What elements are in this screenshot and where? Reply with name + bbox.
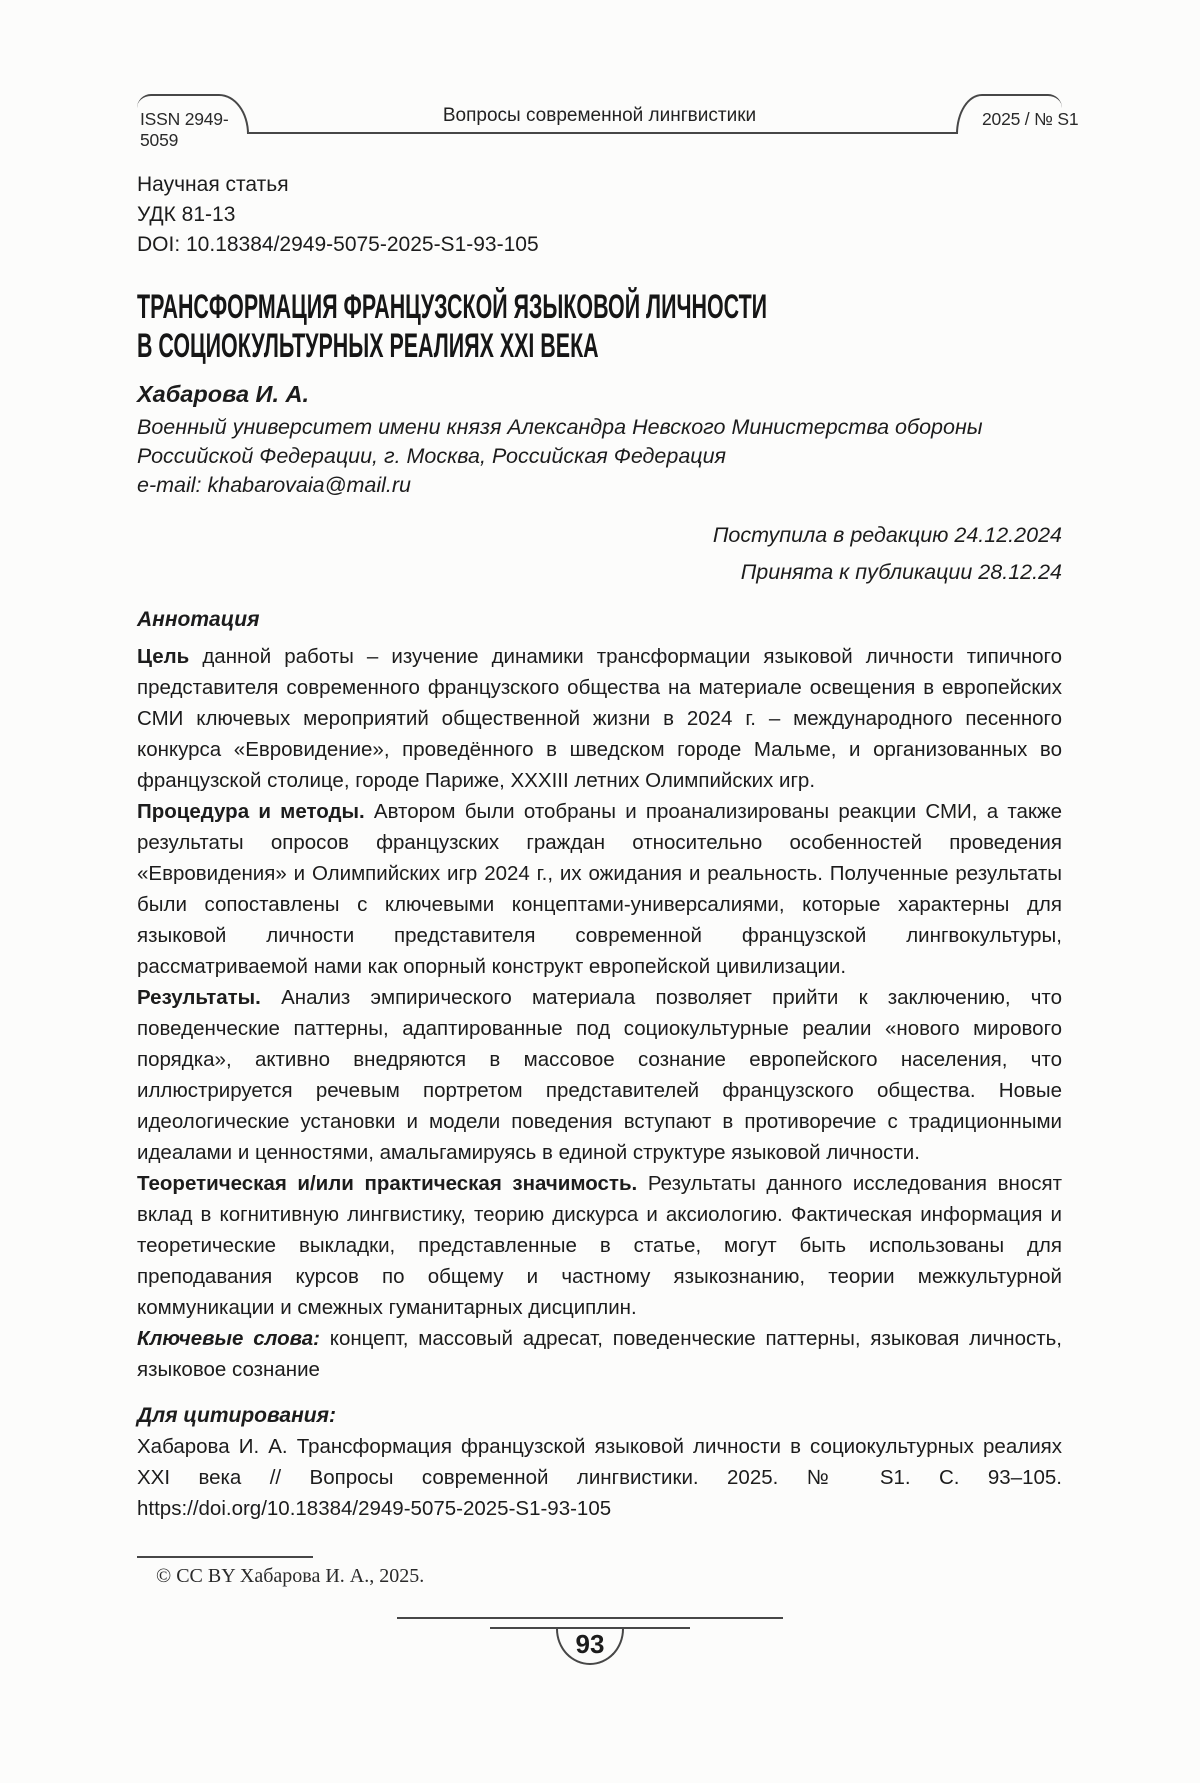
article-meta [137,170,539,260]
issue-tab [956,94,1079,134]
abstract-goal-text: данной работы – изучение динамики трансформации языковой личности типичного представителя современного французского общества на материале освещения в европейских СМИ ключевых мероприятий общественной жизни в 2024 г. – международного песенного конкурса «Евровидение», проведённого в шведском городе Мальме, и организованных во французской столице, городе Париже, XXXIII летних Олимпийских игр. [137,645,1062,792]
abstract-significance-label: Теоретическая и/или практическая значимость. [137,1172,638,1195]
page-number-arc [556,1629,624,1665]
abstract-goal-paragraph [137,641,1062,796]
issue-label: 2025 / № S1 [982,109,1079,129]
date-received: Поступила в редакцию 24.12.2024 [712,523,1062,547]
abstract-results-label: Результаты. [137,986,261,1009]
journal-running-head [137,94,1079,150]
author-email: e-mail: khabarovaia@mail.ru [137,473,411,497]
citation-text: Хабарова И. А. Трансформация французской языковой личности в социокультурных реалиях XXI века // Вопросы современной лингвистики. 2025. № S1. С. 93–105. https://doi.org/10.18384/2949-5075-2025-S1-93-105 [137,1435,1062,1520]
issn-tab [137,94,249,150]
article-title-line-1: ТРАНСФОРМАЦИЯ ФРАНЦУЗСКОЙ ЯЗЫКОВОЙ ЛИЧНОСТИ [137,288,768,326]
footnote-rule [137,1556,313,1558]
abstract-significance-paragraph [137,1168,1062,1323]
article-title [137,288,1137,366]
header-rule [249,132,958,134]
abstract-heading: Аннотация [137,608,260,631]
abstract-block [137,607,1062,1524]
abstract-significance-text: Результаты данного исследования вносят вклад в когнитивную лингвистику, теорию дискурса и аксиологию. Фактическая информация и теоретические выкладки, представленные в статье, могут быть использованы для преподавания курсов по общему и частному языкознанию, теории межкультурной коммуникации и смежных гуманитарных дисциплин. [137,1172,1062,1319]
abstract-results-text: Анализ эмпирического материала позволяет прийти к заключению, что поведенческие паттерны, адаптированные под социокультурные реалии «нового мирового порядка», активно внедряются в массовое сознание европейского населения, что иллюстрируется речевым портретом представителей французского общества. Новые идеологические установки и модели поведения вступают в противоречие с традиционными идеалами и ценностями, амальгамируясь в единой структуре языковой личности. [137,986,1062,1164]
udc-code: УДК 81-13 [137,203,236,226]
journal-title: Вопросы современной лингвистики [442,105,757,126]
abstract-results-paragraph [137,982,1062,1168]
abstract-methods-label: Процедура и методы. [137,800,365,823]
article-type: Научная статья [137,173,289,196]
author-affiliation-line-2: Российской Федерации, г. Москва, Российская Федерация [137,444,727,468]
author-block [137,379,983,500]
keywords-text: концепт, массовый адресат, поведенческие паттерны, языковая личность, языковое сознание [137,1327,1062,1381]
article-title-line-2: В СОЦИОКУЛЬТУРНЫХ РЕАЛИЯХ XXI ВЕКА [137,327,599,365]
page-number: 93 [575,1629,605,1659]
issn-label: ISSN 2949-5059 [140,109,229,150]
footer-rule-long [397,1617,783,1619]
keywords-label: Ключевые слова: [137,1327,320,1350]
abstract-methods-paragraph [137,796,1062,982]
abstract-goal-label: Цель [137,645,190,668]
date-accepted: Принята к публикации 28.12.24 [740,560,1062,584]
submission-dates [137,517,1062,591]
citation-label: Для цитирования: [137,1404,336,1427]
author-affiliation-line-1: Военный университет имени князя Александра Невского Министерства обороны [137,415,983,439]
author-name: Хабарова И. А. [137,381,310,407]
copyright-line: © CC BY Хабарова И. А., 2025. [156,1565,425,1587]
keywords-paragraph [137,1323,1062,1385]
abstract-methods-text: Автором были отобраны и проанализированы реакции СМИ, а также результаты опросов французских граждан относительно особенностей проведения «Евровидения» и Олимпийских игр 2024 г., их ожидания и реальность. Полученные результаты были сопоставлены с ключевыми концептами-универсалиями, которые характерны для языковой личности представителя современной французской лингвокультуры, рассматриваемой нами как опорный конструкт европейской цивилизации. [137,800,1062,978]
doi-line: DOI: 10.18384/2949-5075-2025-S1-93-105 [137,233,539,256]
